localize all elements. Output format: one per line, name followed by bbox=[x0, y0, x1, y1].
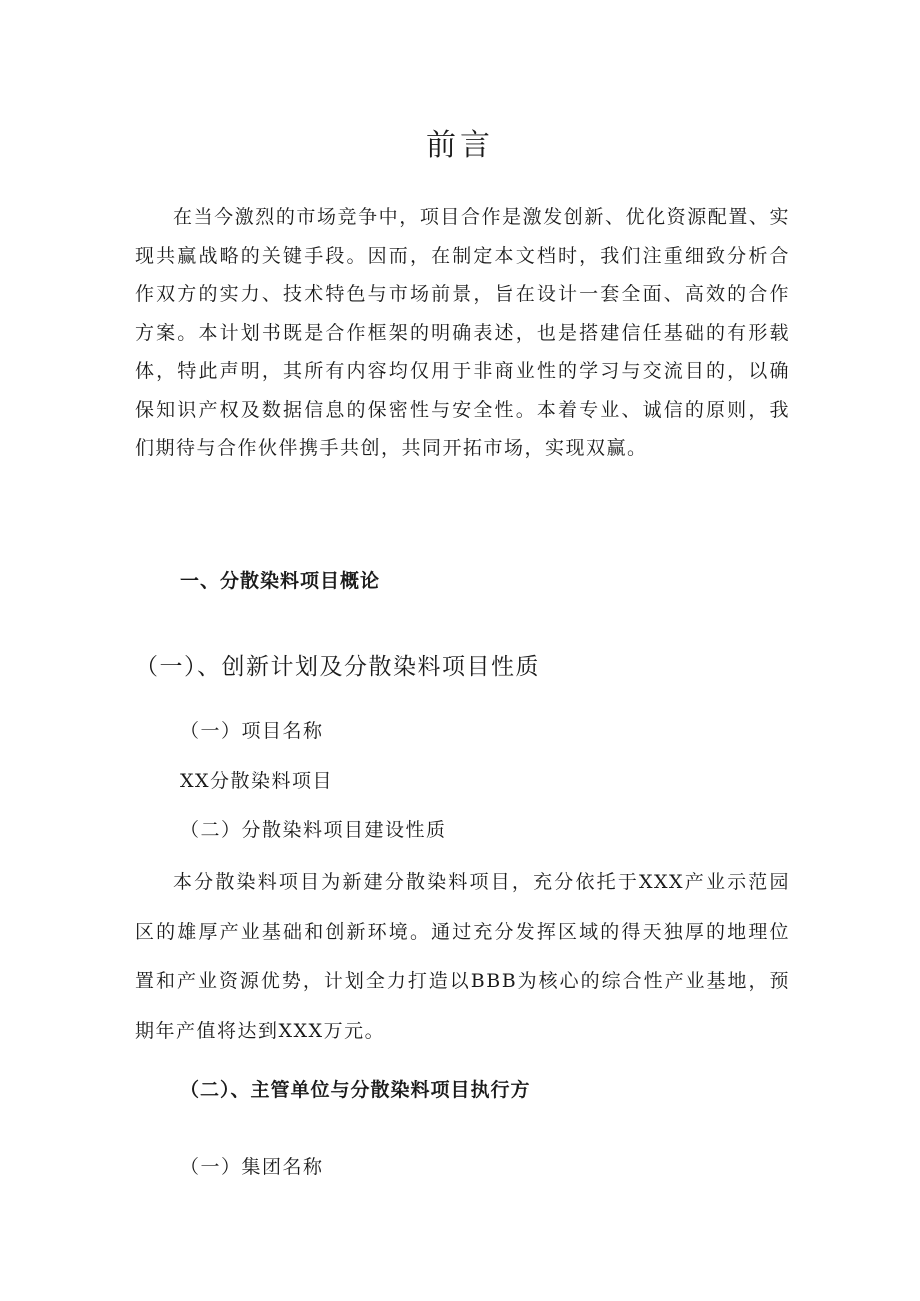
page-title: 前言 bbox=[426, 128, 494, 163]
subsection-heading-executing-party: （二）、主管单位与分散染料项目执行方 bbox=[180, 1079, 531, 1101]
construction-nature-paragraph: 本分散染料项目为新建分散染料项目，充分依托于XXX产业示范园区的雄厚产业基础和创新环境。通过充分发挥区域的得天独厚的地理位置和产业资源优势，计划全力打造以BBB为核心的综合性产业基地，预期年产值将达到XXX万元。 bbox=[135, 871, 790, 1042]
subsection-heading-innovation-plan: （一）、创新计划及分散染料项目性质 bbox=[135, 654, 540, 680]
item-label-project-name: （一）项目名称 bbox=[180, 720, 324, 742]
section-heading-overview: 一、分散染料项目概论 bbox=[180, 570, 381, 592]
item-label-construction-nature: （二）分散染料项目建设性质 bbox=[180, 819, 447, 841]
preface-paragraph: 在当今激烈的市场竞争中，项目合作是激发创新、优化资源配置、实现共赢战略的关键手段。因而，在制定本文档时，我们注重细致分析合作双方的实力、技术特色与市场前景，旨在设计一套全面、高效的合作方案。本计划书既是合作框架的明确表述，也是搭建信任基础的有形载体，特此声明，其所有内容均仅用于非商业性的学习与交流目的，以确保知识产权及数据信息的保密性与安全性。本着专业、诚信的原则，我们期待与合作伙伴携手共创，共同开拓市场，实现双赢。 bbox=[135, 206, 790, 459]
item-label-group-name: （一）集团名称 bbox=[180, 1156, 324, 1178]
item-value-project-name: XX分散染料项目 bbox=[180, 770, 334, 792]
